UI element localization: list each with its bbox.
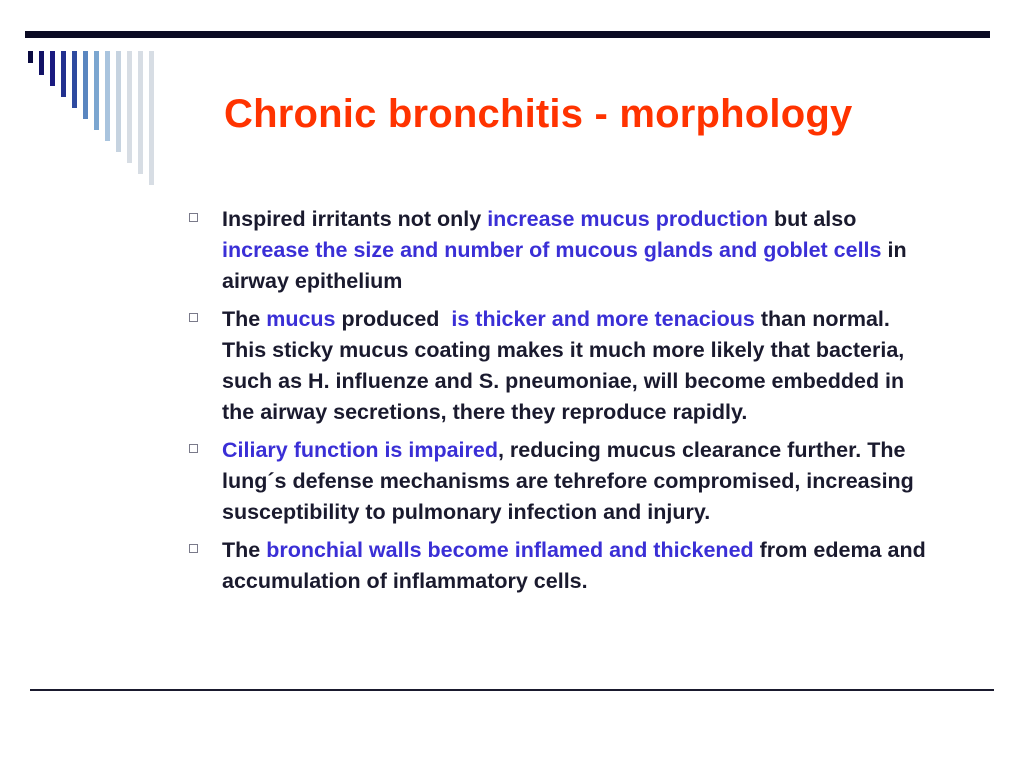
decor-bar xyxy=(83,51,88,119)
hollow-square-icon xyxy=(189,544,198,553)
text-segment: from edema and accumulation of inflammatory cells. xyxy=(222,538,926,593)
decor-bar xyxy=(28,51,33,63)
text-segment: , reducing mucus clearance further. The lung´s defense mechanisms are tehrefore compromised, increasing susceptibility to pulmonary infection and injury. xyxy=(222,438,914,524)
decor-bar xyxy=(61,51,66,97)
text-segment: than normal. This sticky mucus coating makes it much more likely that bacteria, such as H. influenze and S. pneumoniae, will become embedded in the airway secretions, there they reproduce rapidly. xyxy=(222,307,905,424)
bullet-text xyxy=(222,538,926,593)
highlight-segment: is thicker and more tenacious xyxy=(451,307,755,331)
bullet-list xyxy=(186,204,926,604)
bullet-item xyxy=(186,535,926,597)
decor-bar xyxy=(94,51,99,130)
hollow-square-icon xyxy=(189,213,198,222)
bullet-item xyxy=(186,435,926,528)
decor-bar xyxy=(39,51,44,75)
text-segment: produced xyxy=(335,307,452,331)
highlight-segment: mucus xyxy=(266,307,336,331)
text-segment: The xyxy=(222,307,267,331)
hollow-square-icon xyxy=(189,444,198,453)
bullet-item xyxy=(186,204,926,297)
bullet-text xyxy=(222,207,907,293)
hollow-square-icon xyxy=(189,313,198,322)
decor-bar xyxy=(138,51,143,174)
decor-bar xyxy=(127,51,132,163)
decor-bar xyxy=(50,51,55,86)
bottom-rule xyxy=(30,689,994,691)
highlight-segment: Ciliary function is impaired xyxy=(222,438,498,462)
text-segment: The xyxy=(222,538,267,562)
text-segment: in airway epithelium xyxy=(222,238,907,293)
bullet-text xyxy=(222,438,914,524)
decor-bar xyxy=(72,51,77,108)
highlight-segment: increase the size and number of mucous glands and goblet cells xyxy=(222,238,882,262)
slide-title: Chronic bronchitis - morphology xyxy=(224,92,853,136)
text-segment: Inspired irritants not only xyxy=(222,207,488,231)
bullet-text xyxy=(222,307,904,424)
decorative-bars xyxy=(0,0,170,220)
decor-bar xyxy=(105,51,110,141)
decor-bar xyxy=(149,51,154,185)
text-segment: but also xyxy=(767,207,857,231)
decor-bar xyxy=(116,51,121,152)
highlight-segment: increase mucus production xyxy=(487,207,768,231)
highlight-segment: bronchial walls become inflamed and thickened xyxy=(266,538,754,562)
bullet-item xyxy=(186,304,926,428)
